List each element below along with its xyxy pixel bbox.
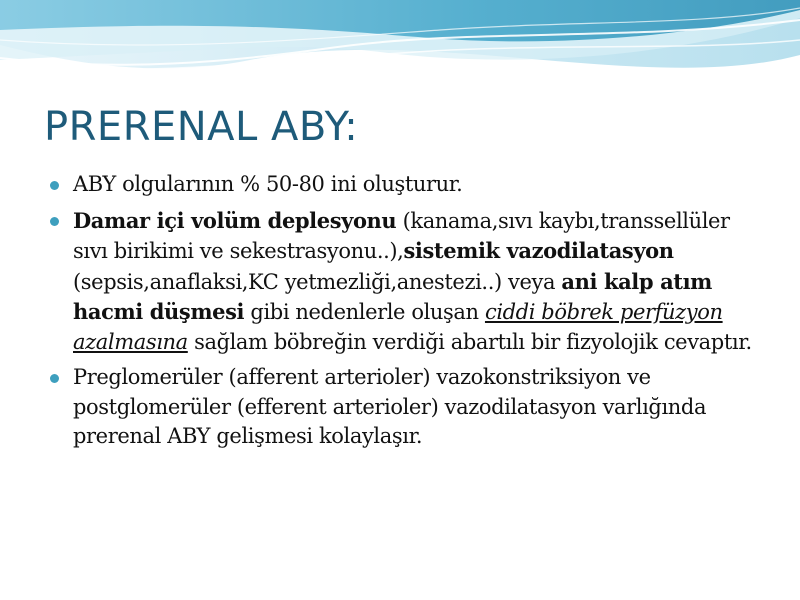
bold-term: Damar içi volüm deplesyonu: [73, 207, 397, 233]
bullet-item: [48, 206, 758, 358]
bullet-dot-icon: [50, 181, 59, 190]
bold-term: ani kalp atım hacmi düşmesi: [73, 268, 712, 324]
bullet-dot-icon: [50, 217, 59, 226]
header-wave-decoration: [0, 0, 800, 95]
emphasized-phrase: ciddi böbrek perfüzyon azalmasına: [73, 300, 723, 354]
bullet-list: [48, 170, 758, 458]
bullet-text: (kanama,sıvı kaybı,transsellüler sıvı birikimi ve sekestrasyonu..),: [73, 208, 730, 263]
bullet-text: sağlam böbreğin verdiği abartılı bir fizyolojik cevaptır.: [187, 329, 752, 354]
bullet-item: [48, 363, 758, 452]
slide-title: PRERENAL ABY:: [44, 104, 359, 150]
bullet-item: [48, 170, 758, 200]
bullet-text: gibi nedenlerle oluşan: [244, 300, 485, 324]
bullet-text: ABY olgularının % 50-80 ini oluşturur.: [73, 172, 463, 196]
bold-term: sistemik vazodilatasyon: [403, 238, 674, 263]
bullet-dot-icon: [50, 374, 59, 383]
bullet-text: (sepsis,anaflaksi,KC yetmezliği,anestezi..) veya: [73, 269, 562, 294]
bullet-text: Preglomerüler (afferent arterioler) vazokonstriksiyon ve postglomerüler (efferent arterioler) vazodilatasyon varlığında prerenal ABY gelişmesi kolaylaşır.: [73, 365, 707, 448]
